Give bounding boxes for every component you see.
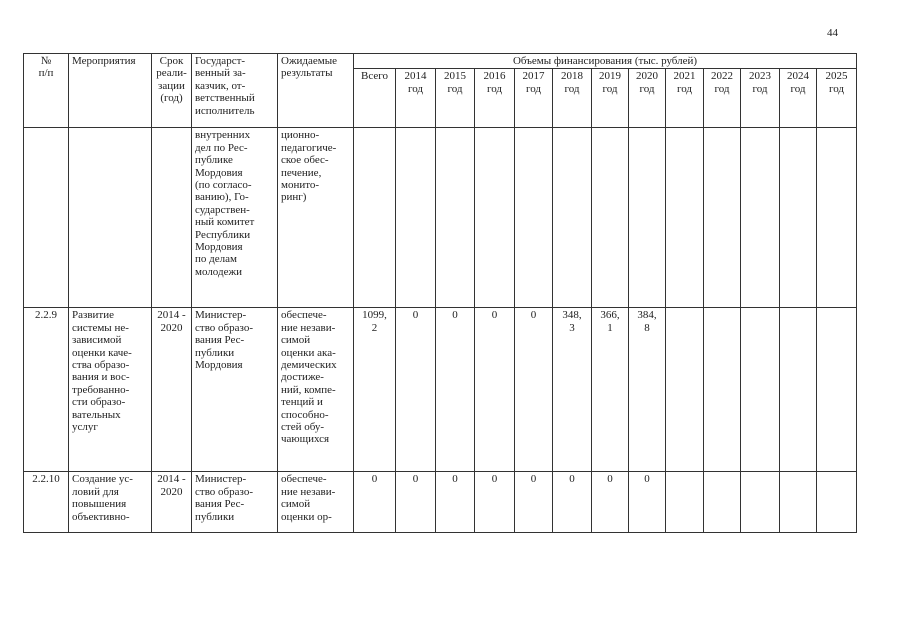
row-value — [741, 472, 780, 533]
row-value — [666, 308, 704, 472]
row-value: 0 — [515, 308, 553, 472]
row-value — [592, 128, 629, 308]
row-num — [24, 128, 69, 308]
row-value: 0 — [515, 472, 553, 533]
row-total: 0 — [354, 472, 396, 533]
row-total — [354, 128, 396, 308]
row-value: 0 — [553, 472, 592, 533]
row-term: 2014 - 2020 — [152, 308, 192, 472]
row-value — [396, 128, 436, 308]
row-value: 0 — [396, 308, 436, 472]
row-value — [780, 308, 817, 472]
row-expected: обеспече- ние незави- симой оценки ака- демических достиже- ний, компе- тенций и способно- стей обу- чающихся — [278, 308, 354, 472]
header-year: 2018 год — [553, 69, 592, 128]
header-num: № п/п — [24, 54, 69, 128]
header-funding: Объемы финансирования (тыс. рублей) — [354, 54, 857, 69]
row-value — [704, 308, 741, 472]
header-row — [24, 54, 857, 69]
row-customer: Министер- ство образо- вания Рес- публики — [192, 472, 278, 533]
row-value — [780, 472, 817, 533]
row-value — [741, 128, 780, 308]
header-year: 2023 год — [741, 69, 780, 128]
header-year: 2025 год — [817, 69, 857, 128]
header-total: Всего — [354, 69, 396, 128]
header-year: 2021 год — [666, 69, 704, 128]
row-value: 384, 8 — [629, 308, 666, 472]
row-num: 2.2.10 — [24, 472, 69, 533]
row-num: 2.2.9 — [24, 308, 69, 472]
row-total: 1099, 2 — [354, 308, 396, 472]
row-value: 0 — [475, 308, 515, 472]
row-value — [629, 128, 666, 308]
row-value: 0 — [436, 472, 475, 533]
header-year: 2020 год — [629, 69, 666, 128]
row-customer: внутренних дел по Рес- публике Мордовия (по согласо- ванию), Го- сударствен- ный комитет Республики Мордовия по делам молодежи — [192, 128, 278, 308]
row-value: 0 — [436, 308, 475, 472]
row-value: 348, 3 — [553, 308, 592, 472]
row-value: 0 — [396, 472, 436, 533]
row-event: Развитие системы не- зависимой оценки каче- ства образо- вания и вос- требованно- сти образо- вательных услуг — [69, 308, 152, 472]
row-value — [704, 128, 741, 308]
row-value — [741, 308, 780, 472]
row-value — [515, 128, 553, 308]
header-term: Срок реали- зации (год) — [152, 54, 192, 128]
row-value — [475, 128, 515, 308]
row-term: 2014 - 2020 — [152, 472, 192, 533]
row-expected: обеспече- ние незави- симой оценки ор- — [278, 472, 354, 533]
row-value: 0 — [592, 472, 629, 533]
header-year: 2014 год — [396, 69, 436, 128]
row-value: 0 — [629, 472, 666, 533]
row-value — [666, 128, 704, 308]
funding-table — [23, 53, 857, 533]
table-row — [24, 472, 857, 533]
table-row — [24, 308, 857, 472]
row-event: Создание ус- ловий для повышения объективно- — [69, 472, 152, 533]
header-year: 2024 год — [780, 69, 817, 128]
row-value — [780, 128, 817, 308]
table-row — [24, 128, 857, 308]
row-value — [817, 308, 857, 472]
header-year: 2015 год — [436, 69, 475, 128]
row-expected: ционно- педагогиче- ское обес- печение, монито- ринг) — [278, 128, 354, 308]
row-value: 0 — [475, 472, 515, 533]
header-customer: Государст- венный за- казчик, от- ветственный исполнитель — [192, 54, 278, 128]
row-value — [436, 128, 475, 308]
row-value — [666, 472, 704, 533]
header-event: Мероприятия — [69, 54, 152, 128]
row-value — [817, 472, 857, 533]
page-number: 44 — [827, 27, 838, 39]
header-expected: Ожидаемые результаты — [278, 54, 354, 128]
header-year: 2016 год — [475, 69, 515, 128]
header-year: 2022 год — [704, 69, 741, 128]
row-value — [553, 128, 592, 308]
row-value: 366, 1 — [592, 308, 629, 472]
row-event — [69, 128, 152, 308]
row-term — [152, 128, 192, 308]
row-customer: Министер- ство образо- вания Рес- публики Мордовия — [192, 308, 278, 472]
header-year: 2019 год — [592, 69, 629, 128]
row-value — [704, 472, 741, 533]
row-value — [817, 128, 857, 308]
header-year: 2017 год — [515, 69, 553, 128]
